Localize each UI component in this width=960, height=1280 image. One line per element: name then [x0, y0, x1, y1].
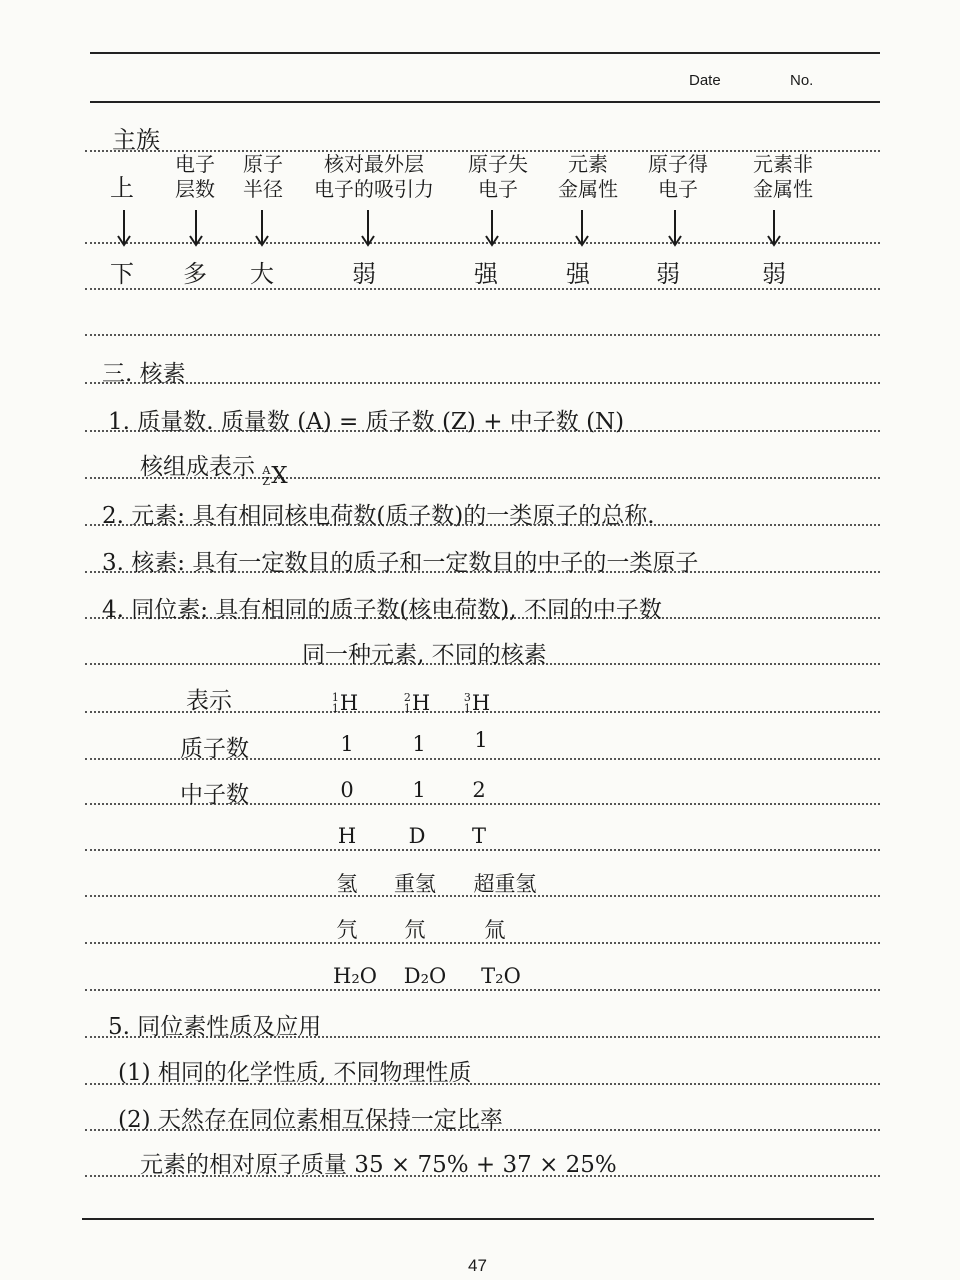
isotope-notation: 2 1 H [403, 691, 431, 715]
trend-value: 强 [474, 260, 498, 288]
bottom-label: 下 [110, 260, 134, 288]
proton-count: 1 [412, 732, 426, 756]
neutron-count: 2 [472, 778, 486, 802]
down-arrow-icon [572, 208, 592, 248]
element-definition: 2. 元素: 具有相同核电荷数(质子数)的一类原子的总称. [102, 503, 655, 529]
trend-value: 弱 [656, 260, 680, 288]
down-arrow-icon [114, 208, 134, 248]
top-rule [90, 52, 880, 54]
section-title: 5. 同位素性质及应用 [108, 1014, 322, 1040]
isotope-symbol: H [337, 824, 357, 848]
ruled-line [85, 382, 880, 384]
section-title: 三. 核素 [102, 361, 186, 387]
isotope-property-2: (2) 天然存在同位素相互保持一定比率 [118, 1107, 503, 1133]
column-heading: 核对最外层 电子的吸引力 [314, 152, 434, 201]
column-heading: 元素 金属性 [558, 152, 618, 201]
page-number: 47 [468, 1256, 487, 1275]
no-label: No. [790, 72, 814, 89]
neutron-count: 0 [340, 778, 354, 802]
nuclide-notation-line [140, 448, 288, 489]
down-arrow-icon [482, 208, 502, 248]
water-formula: T₂O [481, 964, 521, 988]
row-label-neutrons: 中子数 [180, 782, 249, 808]
proton-count: 1 [474, 728, 488, 752]
trend-value: 大 [250, 260, 274, 288]
ruled-line [85, 989, 880, 991]
isotope-note: 同一种元素, 不同的核素 [302, 642, 547, 668]
trend-value: 多 [183, 260, 207, 288]
trend-value: 弱 [762, 260, 786, 288]
proton-count: 1 [340, 732, 354, 756]
isotope-notation: 1 1 H [331, 691, 359, 715]
isotope-symbol: D [408, 824, 426, 848]
nuclide-definition: 3. 核素: 具有一定数目的质子和一定数目的中子的一类原子 [102, 550, 699, 576]
main-group-title: 主族 [112, 126, 160, 154]
row-label-notation: 表示 [186, 688, 232, 714]
isotope-definition: 4. 同位素: 具有相同的质子数(核电荷数), 不同的中子数 [102, 597, 662, 623]
down-arrow-icon [665, 208, 685, 248]
down-arrow-icon [764, 208, 784, 248]
down-arrow-icon [186, 208, 206, 248]
top-label: 上 [110, 174, 134, 202]
down-arrow-icon [358, 208, 378, 248]
isotope-alt-name: 氘 [404, 918, 426, 942]
isotope-symbol: T [471, 824, 486, 848]
isotope-property-1: (1) 相同的化学性质, 不同物理性质 [118, 1060, 472, 1086]
water-formula: D₂O [403, 964, 447, 988]
relative-atomic-mass: 元素的相对原子质量 35 × 75% + 37 × 25% [140, 1152, 617, 1178]
column-heading: 原子 半径 [243, 152, 283, 201]
column-heading: 原子失 电子 [468, 152, 528, 201]
nuclide-symbol [262, 463, 287, 489]
isotope-name: 重氢 [394, 872, 436, 896]
down-arrow-icon [252, 208, 272, 248]
header-rule [90, 101, 880, 103]
date-label: Date [689, 72, 721, 89]
isotope-name: 氢 [336, 872, 358, 896]
bottom-rule [82, 1218, 874, 1220]
trend-value: 弱 [352, 260, 376, 288]
isotope-notation: 3 1 H [463, 691, 491, 715]
mass-number-line: 1. 质量数. 质量数 (A) = 质子数 (Z) + 中子数 (N) [108, 409, 625, 435]
column-heading: 电子 层数 [175, 152, 215, 201]
column-heading: 原子得 电子 [648, 152, 708, 201]
neutron-count: 1 [412, 778, 426, 802]
column-heading: 元素非 金属性 [753, 152, 813, 201]
trend-value: 强 [566, 260, 590, 288]
row-label-protons: 质子数 [180, 736, 249, 762]
nuclide-mass-number: A [262, 464, 271, 477]
ruled-line [85, 334, 880, 336]
nuclide-atomic-number: Z [262, 475, 270, 488]
nuclide-notation-label: 核组成表示 [140, 454, 255, 480]
isotope-alt-name: 氚 [484, 918, 506, 942]
nuclide-element: X [271, 463, 288, 489]
isotope-alt-name: 氕 [336, 918, 358, 942]
isotope-name: 超重氢 [473, 872, 537, 896]
ruled-line [85, 849, 880, 851]
water-formula: H₂O [333, 964, 377, 988]
